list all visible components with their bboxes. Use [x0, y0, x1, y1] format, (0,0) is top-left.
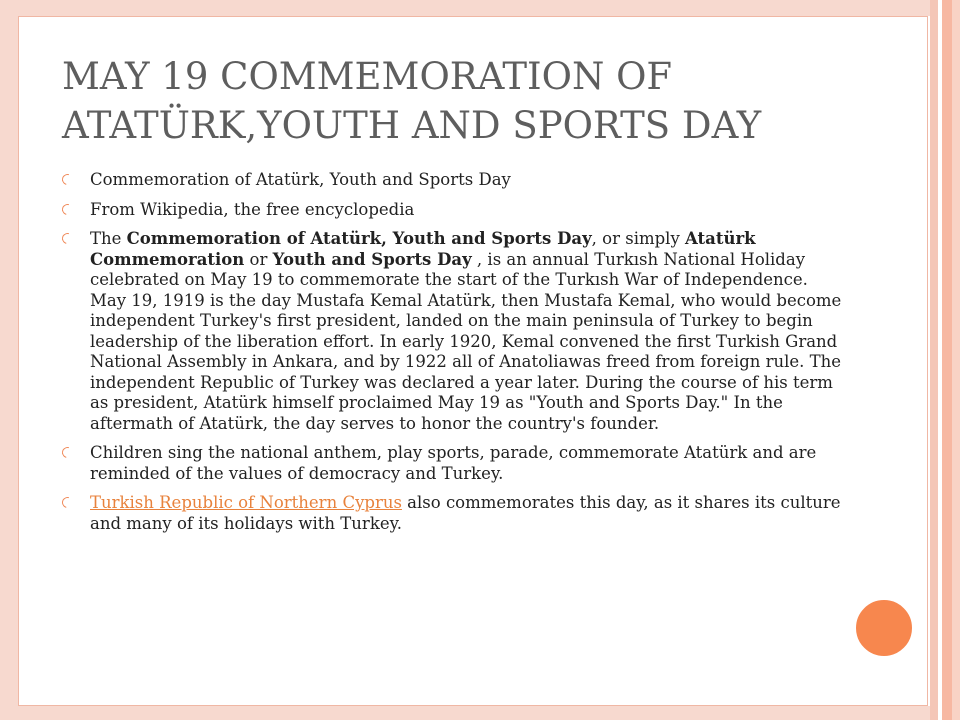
bullet-item	[62, 443, 842, 484]
bullet-marker-icon	[60, 231, 75, 246]
bullet-marker-icon	[60, 172, 75, 187]
bullet-text: From Wikipedia, the free encyclopedia	[90, 199, 415, 219]
bullet-marker-icon	[60, 201, 75, 216]
slide-title: MAY 19 COMMEMORATION OF ATATÜRK,YOUTH AND SPORTS DAY	[62, 55, 762, 147]
bullet-marker-icon	[60, 495, 75, 510]
bullet-item	[62, 170, 842, 191]
bullet-text-part: , or simply	[591, 229, 686, 248]
bullet-text: Commemoration of Atatürk, Youth and Sports Day	[90, 170, 511, 189]
frame-bottom-border	[0, 706, 930, 720]
bullet-marker-icon	[60, 445, 75, 460]
bullet-item	[62, 200, 842, 221]
bullet-item	[62, 229, 842, 434]
bold-term: Commemoration of Atatürk, Youth and Sports Day	[126, 229, 592, 248]
decorative-circle	[853, 597, 915, 659]
cyprus-link[interactable]: Turkish Republic of Northern Cyprus	[90, 493, 402, 512]
bullet-text-part: or	[244, 249, 273, 269]
frame-top-border	[0, 0, 930, 16]
bold-term: Atatürk Commemoration	[90, 229, 756, 269]
bullet-list	[62, 170, 842, 543]
bullet-text-part: also commemorates this day, as it shares its culture and many of its holidays with Turkey.	[90, 493, 841, 533]
bullet-text: Children sing the national anthem, play sports, parade, commemorate Atatürk and are reminded of the values of democracy and Turkey.	[90, 443, 817, 483]
bold-term: Youth and Sports Day	[272, 249, 472, 269]
bullet-item	[62, 493, 842, 534]
right-decorative-band-stripe	[942, 0, 952, 720]
bullet-text-part: The	[90, 229, 127, 248]
bullet-text-part: , is an annual Turkısh National Holiday celebrated on May 19 to commemorate the start of the Turkısh War of Independence. May 19, 1919 is the day Mustafa Kemal Atatürk, then Mustafa Kemal, who would become independent Turkey's first president, landed on the main peninsula of Turkey to begin leadership of the liberation effort. In early 1920, Kemal convened the first Turkish Grand National Assembly in Ankara, and by 1922 all of Anatoliawas freed from foreign rule. The independent Republic of Turkey was declared a year later. During the course of his term as president, Atatürk himself proclaimed May 19 as "Youth and Sports Day." In the aftermath of Atatürk, the day serves to honor the country's founder.	[90, 249, 842, 433]
right-decorative-band	[930, 0, 938, 720]
frame-left-border	[0, 0, 18, 720]
right-decorative-band-edge	[952, 0, 960, 720]
